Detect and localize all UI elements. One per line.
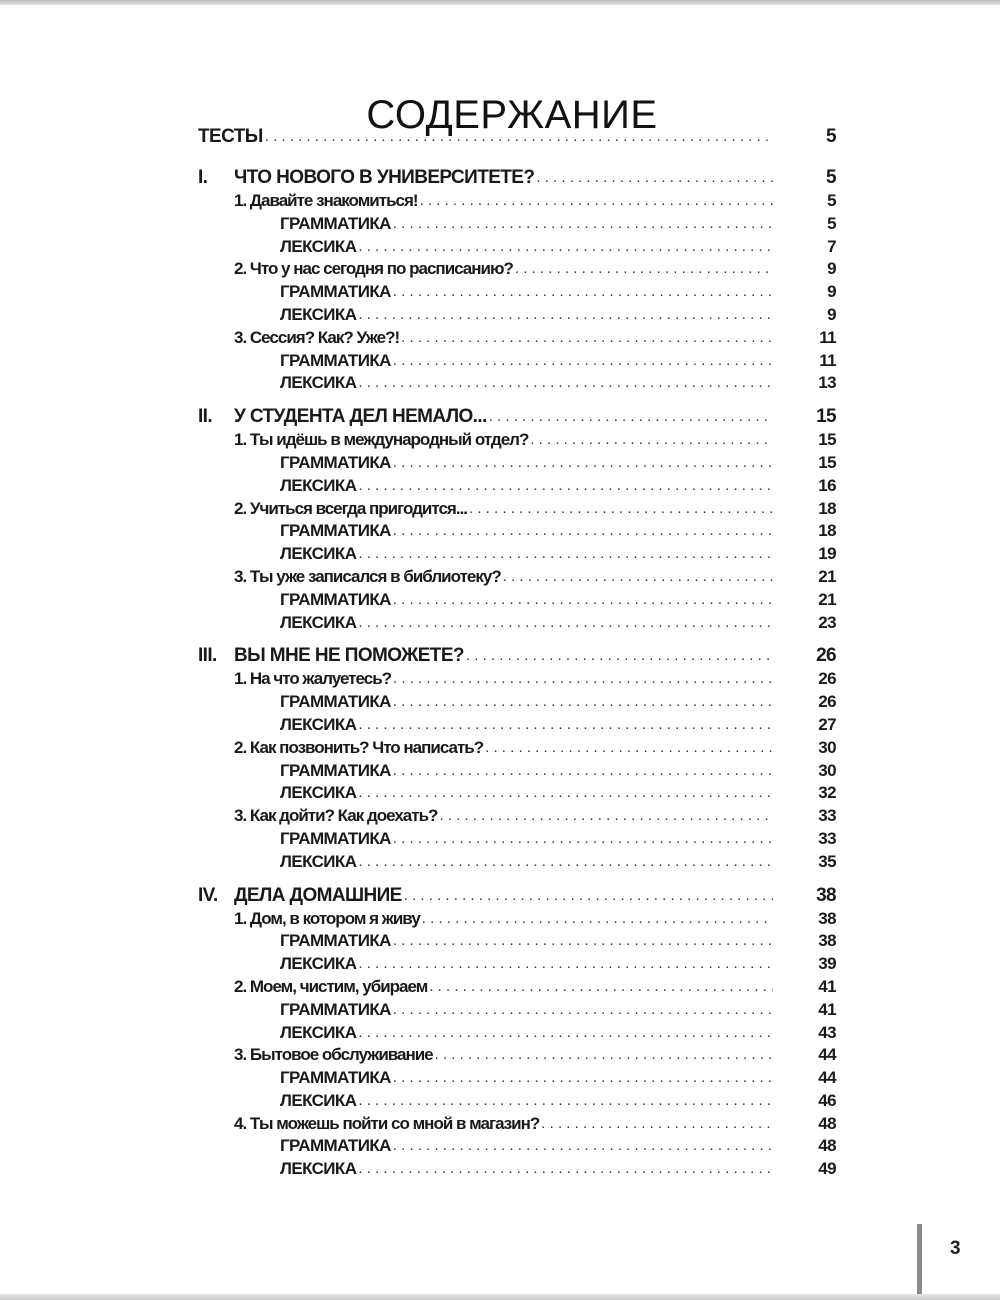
toc-entry-label: 3. Бытовое обслуживание	[234, 1044, 435, 1067]
toc-entry-label: ТЕСТЫ	[198, 124, 265, 150]
table-of-contents	[198, 124, 838, 1181]
dot-leader	[358, 953, 773, 976]
toc-subsection[interactable]	[198, 953, 838, 976]
toc-entry-label: 2. Как позвонить? Что написать?	[234, 737, 485, 760]
toc-subsection[interactable]	[198, 612, 838, 635]
dot-leader	[265, 124, 773, 150]
dot-leader	[358, 1158, 773, 1181]
toc-subsection[interactable]	[198, 304, 838, 327]
toc-subsection[interactable]	[198, 475, 838, 498]
dot-leader	[466, 644, 773, 668]
toc-lesson[interactable]	[198, 737, 838, 760]
dot-leader	[358, 543, 773, 566]
toc-entry-page: 5	[827, 191, 836, 210]
toc-entry-page: 26	[818, 669, 836, 689]
dot-leader	[358, 304, 773, 327]
dot-leader	[358, 612, 773, 635]
toc-entry-label: 1. Ты идёшь в международный отдел?	[234, 429, 530, 452]
dot-leader	[358, 1090, 773, 1113]
dot-leader	[503, 566, 773, 589]
toc-subsection[interactable]	[198, 543, 838, 566]
toc-lesson[interactable]	[198, 566, 838, 589]
dot-leader	[404, 884, 773, 908]
toc-entry-label: ЛЕКСИКА	[280, 851, 358, 874]
toc-entry-label: ГРАММАТИКА	[280, 999, 393, 1022]
dot-leader	[393, 213, 773, 236]
dot-leader	[358, 475, 773, 498]
dot-leader	[420, 190, 773, 213]
toc-entry-page: 46	[818, 1090, 836, 1110]
dot-leader	[536, 166, 773, 190]
toc-entry-page: 15	[816, 406, 836, 428]
toc-entry-page: 27	[818, 714, 836, 734]
toc-lesson[interactable]	[198, 1113, 838, 1136]
toc-lesson[interactable]	[198, 976, 838, 999]
chapter-numeral: III.	[198, 645, 217, 667]
toc-lesson[interactable]	[198, 668, 838, 691]
dot-leader	[393, 668, 773, 691]
dot-leader	[393, 452, 773, 475]
toc-entry-page: 43	[818, 1022, 836, 1042]
toc-entry-label: ГРАММАТИКА	[280, 520, 393, 543]
toc-entry-page: 15	[818, 430, 836, 450]
toc-entry-label: ВЫ МНЕ НЕ ПОМОЖЕТЕ?	[234, 645, 464, 667]
dot-leader	[393, 281, 773, 304]
dot-leader	[469, 498, 773, 521]
toc-entry-label: ЛЕКСИКА	[280, 953, 358, 976]
dot-leader	[435, 1044, 773, 1067]
toc-entry-label: 1. Давайте знакомиться!	[234, 190, 420, 213]
toc-entry-page: 38	[818, 931, 836, 951]
toc-entry-page: 48	[818, 1113, 836, 1133]
chapter-numeral: IV.	[198, 884, 218, 906]
toc-entry-label: 2. Учиться всегда пригодится...	[234, 498, 469, 521]
toc-entry-label: У СТУДЕНТА ДЕЛ НЕМАЛО...	[234, 406, 487, 428]
toc-entry-label: ГРАММАТИКА	[280, 760, 393, 783]
toc-entry-page: 30	[818, 737, 836, 757]
toc-entry-page: 5	[826, 126, 836, 147]
toc-entry-label: ЛЕКСИКА	[280, 372, 358, 395]
chapter-numeral: II.	[198, 406, 213, 428]
toc-entry-page: 38	[818, 908, 836, 928]
toc-subsection[interactable]	[198, 213, 838, 236]
bottom-border	[0, 1294, 1000, 1300]
dot-leader	[358, 1022, 773, 1045]
dot-leader	[393, 350, 773, 373]
toc-entry-page: 21	[818, 566, 836, 586]
toc-entry-page: 9	[827, 304, 836, 324]
toc-entry-page: 5	[826, 167, 836, 188]
toc-entry-page: 26	[816, 645, 836, 667]
toc-chapter[interactable]	[198, 166, 838, 190]
toc-entry-label: ЛЕКСИКА	[280, 1090, 358, 1113]
toc-entry-label: ЛЕКСИКА	[280, 612, 358, 635]
toc-entry-label: 3. Ты уже записался в библиотеку?	[234, 566, 503, 589]
toc-subsection[interactable]	[198, 714, 838, 737]
toc-entry-label: ЧТО НОВОГО В УНИВЕРСИТЕТЕ?	[234, 167, 535, 188]
toc-lesson[interactable]	[198, 429, 838, 452]
dot-leader	[422, 908, 773, 931]
toc-entry-label: ГРАММАТИКА	[280, 350, 393, 373]
dot-leader	[485, 737, 773, 760]
toc-entry-page: 38	[816, 884, 836, 906]
toc-entry-page: 33	[818, 806, 836, 826]
dot-leader	[530, 429, 773, 452]
toc-entry-page: 44	[818, 1045, 836, 1065]
toc-entry-page: 32	[818, 783, 836, 803]
toc-entry-label: ГРАММАТИКА	[280, 691, 393, 714]
dot-leader	[439, 805, 773, 828]
toc-subsection[interactable]	[198, 1022, 838, 1045]
toc-subsection[interactable]	[198, 236, 838, 259]
toc-subsection[interactable]	[198, 281, 838, 304]
toc-entry-label: ГРАММАТИКА	[280, 589, 393, 612]
toc-entry-label: ДЕЛА ДОМАШНИЕ	[234, 884, 402, 906]
toc-subsection[interactable]	[198, 999, 838, 1022]
toc-lesson[interactable]	[198, 908, 838, 931]
toc-subsection[interactable]	[198, 372, 838, 395]
dot-leader	[393, 760, 773, 783]
toc-subsection[interactable]	[198, 1158, 838, 1181]
toc-entry-page: 23	[818, 612, 836, 632]
toc-subsection[interactable]	[198, 930, 838, 953]
dot-leader	[393, 589, 773, 612]
dot-leader	[358, 372, 773, 395]
toc-subsection[interactable]	[198, 452, 838, 475]
dot-leader	[393, 999, 773, 1022]
toc-entry-page: 13	[818, 373, 836, 393]
toc-entry-label: 3. Как дойти? Как доехать?	[234, 805, 439, 828]
dot-leader	[393, 828, 773, 851]
toc-entry-page: 21	[818, 589, 836, 609]
toc-entry-label: ЛЕКСИКА	[280, 543, 358, 566]
page-number-bar	[917, 1224, 922, 1296]
toc-entry-page: 18	[818, 521, 836, 541]
toc-lesson[interactable]	[198, 190, 838, 213]
dot-leader	[393, 691, 773, 714]
dot-leader	[358, 851, 773, 874]
toc-entry-tests[interactable]	[198, 124, 838, 150]
toc-chapter[interactable]	[198, 644, 838, 668]
dot-leader	[393, 1135, 773, 1158]
toc-entry-label: ГРАММАТИКА	[280, 828, 393, 851]
dot-leader	[401, 327, 773, 350]
toc-entry-page: 33	[818, 828, 836, 848]
toc-entry-page: 19	[818, 544, 836, 564]
toc-entry-label: ЛЕКСИКА	[280, 236, 358, 259]
toc-entry-page: 30	[818, 760, 836, 780]
toc-subsection[interactable]	[198, 1090, 838, 1113]
toc-entry-label: ГРАММАТИКА	[280, 1135, 393, 1158]
toc-subsection[interactable]	[198, 782, 838, 805]
dot-leader	[541, 1113, 773, 1136]
toc-entry-label: ЛЕКСИКА	[280, 782, 358, 805]
toc-entry-label: ГРАММАТИКА	[280, 213, 393, 236]
dot-leader	[393, 520, 773, 543]
toc-entry-page: 41	[818, 999, 836, 1019]
toc-lesson[interactable]	[198, 805, 838, 828]
toc-entry-label: ГРАММАТИКА	[280, 281, 393, 304]
dot-leader	[429, 976, 773, 999]
toc-entry-label: ГРАММАТИКА	[280, 452, 393, 475]
page-number: 3	[950, 1238, 961, 1259]
toc-lesson[interactable]	[198, 1044, 838, 1067]
toc-entry-page: 11	[819, 350, 836, 370]
toc-entry-label: 2. Что у нас сегодня по расписанию?	[234, 258, 515, 281]
toc-entry-page: 44	[818, 1068, 836, 1088]
toc-entry-page: 26	[818, 692, 836, 712]
toc-entry-page: 39	[818, 954, 836, 974]
toc-entry-label: 1. На что жалуетесь?	[234, 668, 393, 691]
dot-leader	[358, 782, 773, 805]
toc-entry-label: 2. Моем, чистим, убираем	[234, 976, 429, 999]
toc-entry-label: ЛЕКСИКА	[280, 304, 358, 327]
toc-lesson[interactable]	[198, 258, 838, 281]
top-border	[0, 0, 1000, 5]
toc-entry-label: ГРАММАТИКА	[280, 1067, 393, 1090]
dot-leader	[515, 258, 773, 281]
toc-subsection[interactable]	[198, 828, 838, 851]
toc-entry-page: 48	[818, 1136, 836, 1156]
toc-entry-label: ЛЕКСИКА	[280, 714, 358, 737]
toc-entry-label: 1. Дом, в котором я живу	[234, 908, 422, 931]
toc-entry-label: 3. Сессия? Как? Уже?!	[234, 327, 401, 350]
toc-entry-page: 15	[818, 452, 836, 472]
toc-subsection[interactable]	[198, 691, 838, 714]
toc-chapter[interactable]	[198, 405, 838, 429]
toc-entry-page: 18	[818, 498, 836, 518]
toc-lesson[interactable]	[198, 498, 838, 521]
dot-leader	[358, 714, 773, 737]
toc-entry-page: 5	[827, 213, 836, 233]
toc-subsection[interactable]	[198, 1067, 838, 1090]
toc-chapter[interactable]	[198, 884, 838, 908]
page-title: СОДЕРЖАНИЕ	[366, 92, 658, 137]
toc-entry-label: ЛЕКСИКА	[280, 475, 358, 498]
toc-entry-page: 9	[827, 282, 836, 302]
toc-subsection[interactable]	[198, 760, 838, 783]
dot-leader	[489, 405, 773, 429]
toc-entry-page: 41	[818, 976, 836, 996]
dot-leader	[393, 1067, 773, 1090]
toc-entry-page: 11	[819, 327, 836, 347]
toc-entry-page: 9	[827, 259, 836, 279]
chapter-numeral: I.	[198, 167, 208, 188]
toc-subsection[interactable]	[198, 851, 838, 874]
dot-leader	[358, 236, 773, 259]
toc-entry-label: 4. Ты можешь пойти со мной в магазин?	[234, 1113, 541, 1136]
dot-leader	[393, 930, 773, 953]
toc-subsection[interactable]	[198, 350, 838, 373]
toc-entry-label: ГРАММАТИКА	[280, 930, 393, 953]
toc-entry-page: 35	[818, 851, 836, 871]
toc-entry-page: 49	[818, 1159, 836, 1179]
toc-entry-label: ЛЕКСИКА	[280, 1022, 358, 1045]
toc-entry-page: 7	[827, 236, 836, 256]
toc-subsection[interactable]	[198, 520, 838, 543]
toc-entry-page: 16	[818, 475, 836, 495]
toc-subsection[interactable]	[198, 1135, 838, 1158]
toc-lesson[interactable]	[198, 327, 838, 350]
toc-entry-label: ЛЕКСИКА	[280, 1158, 358, 1181]
toc-subsection[interactable]	[198, 589, 838, 612]
